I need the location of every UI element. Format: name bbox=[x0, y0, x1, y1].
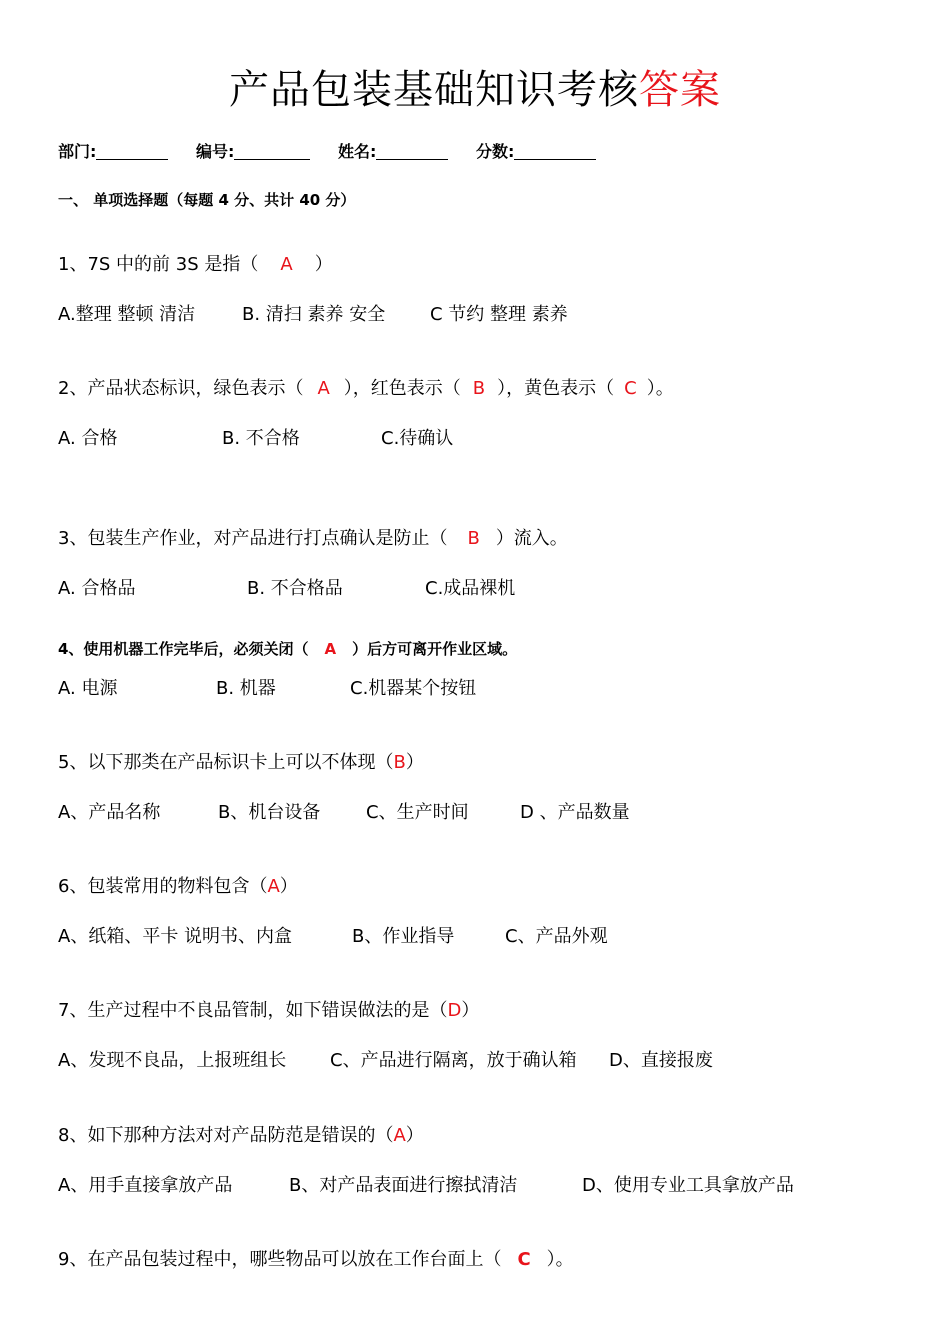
option: B、作业指导 bbox=[352, 926, 455, 947]
option: A. 合格品 bbox=[58, 578, 136, 599]
number-field bbox=[196, 139, 310, 162]
question-text: 3、包装生产作业，对产品进行打点确认是防止（ bbox=[58, 528, 448, 549]
option: A.整理 整顿 清洁 bbox=[58, 304, 196, 325]
answer-mark: D bbox=[447, 1000, 462, 1021]
section-heading: 一、 单项选择题（每题 4 分、共计 40 分） bbox=[58, 191, 356, 209]
name-blank bbox=[376, 143, 448, 160]
title-answer-suffix: 答案 bbox=[639, 67, 721, 113]
answer-mark: A bbox=[324, 640, 337, 658]
option: C、产品进行隔离，放于确认箱 bbox=[330, 1050, 577, 1071]
question-text: ）流入。 bbox=[495, 528, 568, 549]
answer-mark: B bbox=[472, 378, 486, 399]
question-text: ） bbox=[405, 1125, 424, 1146]
score-label: 分数: bbox=[475, 142, 515, 161]
question-text: ） bbox=[461, 1000, 480, 1021]
question-text: 5、以下那类在产品标识卡上可以不体现（ bbox=[58, 752, 394, 773]
question-3 bbox=[58, 524, 568, 550]
option: A. 电源 bbox=[58, 678, 118, 699]
option: B. 不合格品 bbox=[247, 578, 343, 599]
answer-mark: A bbox=[317, 378, 330, 399]
options-2 bbox=[58, 424, 453, 450]
option: B. 不合格 bbox=[222, 428, 300, 449]
option: A、发现不良品，上报班组长 bbox=[58, 1050, 287, 1071]
answer-mark: C bbox=[624, 378, 637, 399]
question-text: ） bbox=[279, 876, 298, 897]
answer-mark: A bbox=[393, 1125, 406, 1146]
option: C、产品外观 bbox=[505, 926, 608, 947]
question-5 bbox=[58, 748, 424, 774]
question-text: 8、如下那种方法对对产品防范是错误的（ bbox=[58, 1125, 394, 1146]
question-4 bbox=[58, 638, 517, 659]
score-blank bbox=[514, 143, 596, 160]
answer-mark: A bbox=[280, 254, 293, 275]
department-field bbox=[58, 139, 168, 162]
score-field bbox=[476, 139, 596, 162]
options-1 bbox=[58, 300, 568, 326]
question-text: ）。 bbox=[546, 1249, 574, 1270]
option: A、纸箱、平卡 说明书、内盒 bbox=[58, 926, 293, 947]
department-label: 部门: bbox=[58, 142, 97, 161]
options-4 bbox=[58, 674, 476, 700]
question-7 bbox=[58, 996, 479, 1022]
question-2 bbox=[58, 374, 674, 400]
option: B. 清扫 素养 安全 bbox=[242, 304, 386, 325]
option: C.机器某个按钮 bbox=[350, 678, 477, 699]
answer-mark: B bbox=[467, 528, 480, 549]
options-5 bbox=[58, 798, 630, 824]
question-text: 1、7S 中的前 3S 是指（ bbox=[58, 254, 259, 275]
question-text: ），红色表示（ bbox=[343, 378, 461, 399]
question-9 bbox=[58, 1245, 574, 1271]
option: A、用手直接拿放产品 bbox=[58, 1175, 233, 1196]
option: B、对产品表面进行擦拭清洁 bbox=[289, 1175, 518, 1196]
question-1 bbox=[58, 250, 333, 276]
department-blank bbox=[96, 143, 168, 160]
title-main: 产品包装基础知识考核 bbox=[229, 67, 639, 113]
question-text: 2、产品状态标识，绿色表示（ bbox=[58, 378, 304, 399]
question-text: ） bbox=[314, 254, 333, 275]
question-text: ） bbox=[405, 752, 424, 773]
name-label: 姓名: bbox=[337, 142, 377, 161]
info-row bbox=[58, 139, 618, 162]
question-text: 9、在产品包装过程中，哪些物品可以放在工作台面上（ bbox=[58, 1249, 502, 1270]
question-text: ）后方可离开作业区域。 bbox=[352, 640, 518, 658]
option: C、生产时间 bbox=[366, 802, 469, 823]
answer-mark: C bbox=[517, 1249, 531, 1270]
option: D、使用专业工具拿放产品 bbox=[582, 1175, 794, 1196]
option: A. 合格 bbox=[58, 428, 118, 449]
option: D 、产品数量 bbox=[520, 802, 630, 823]
question-text: ），黄色表示（ bbox=[497, 378, 615, 399]
number-label: 编号: bbox=[195, 142, 235, 161]
option: B. 机器 bbox=[216, 678, 276, 699]
option: C.成品裸机 bbox=[425, 578, 516, 599]
option: D、直接报废 bbox=[609, 1050, 713, 1071]
answer-mark: A bbox=[267, 876, 280, 897]
question-6 bbox=[58, 872, 298, 898]
option: C 节约 整理 素养 bbox=[430, 304, 568, 325]
options-7 bbox=[58, 1046, 713, 1072]
number-blank bbox=[234, 143, 310, 160]
answer-mark: B bbox=[393, 752, 406, 773]
option: B、机台设备 bbox=[218, 802, 321, 823]
question-text: 4、使用机器工作完毕后，必须关闭（ bbox=[58, 640, 309, 658]
option: A、产品名称 bbox=[58, 802, 161, 823]
question-text: 6、包装常用的物料包含（ bbox=[58, 876, 268, 897]
options-8 bbox=[58, 1171, 794, 1197]
question-text: ）。 bbox=[646, 378, 674, 399]
question-text: 7、生产过程中不良品管制，如下错误做法的是（ bbox=[58, 1000, 448, 1021]
option: C.待确认 bbox=[381, 428, 454, 449]
name-field bbox=[338, 139, 448, 162]
page-title bbox=[0, 58, 950, 115]
options-3 bbox=[58, 574, 515, 600]
options-6 bbox=[58, 922, 608, 948]
question-8 bbox=[58, 1121, 424, 1147]
